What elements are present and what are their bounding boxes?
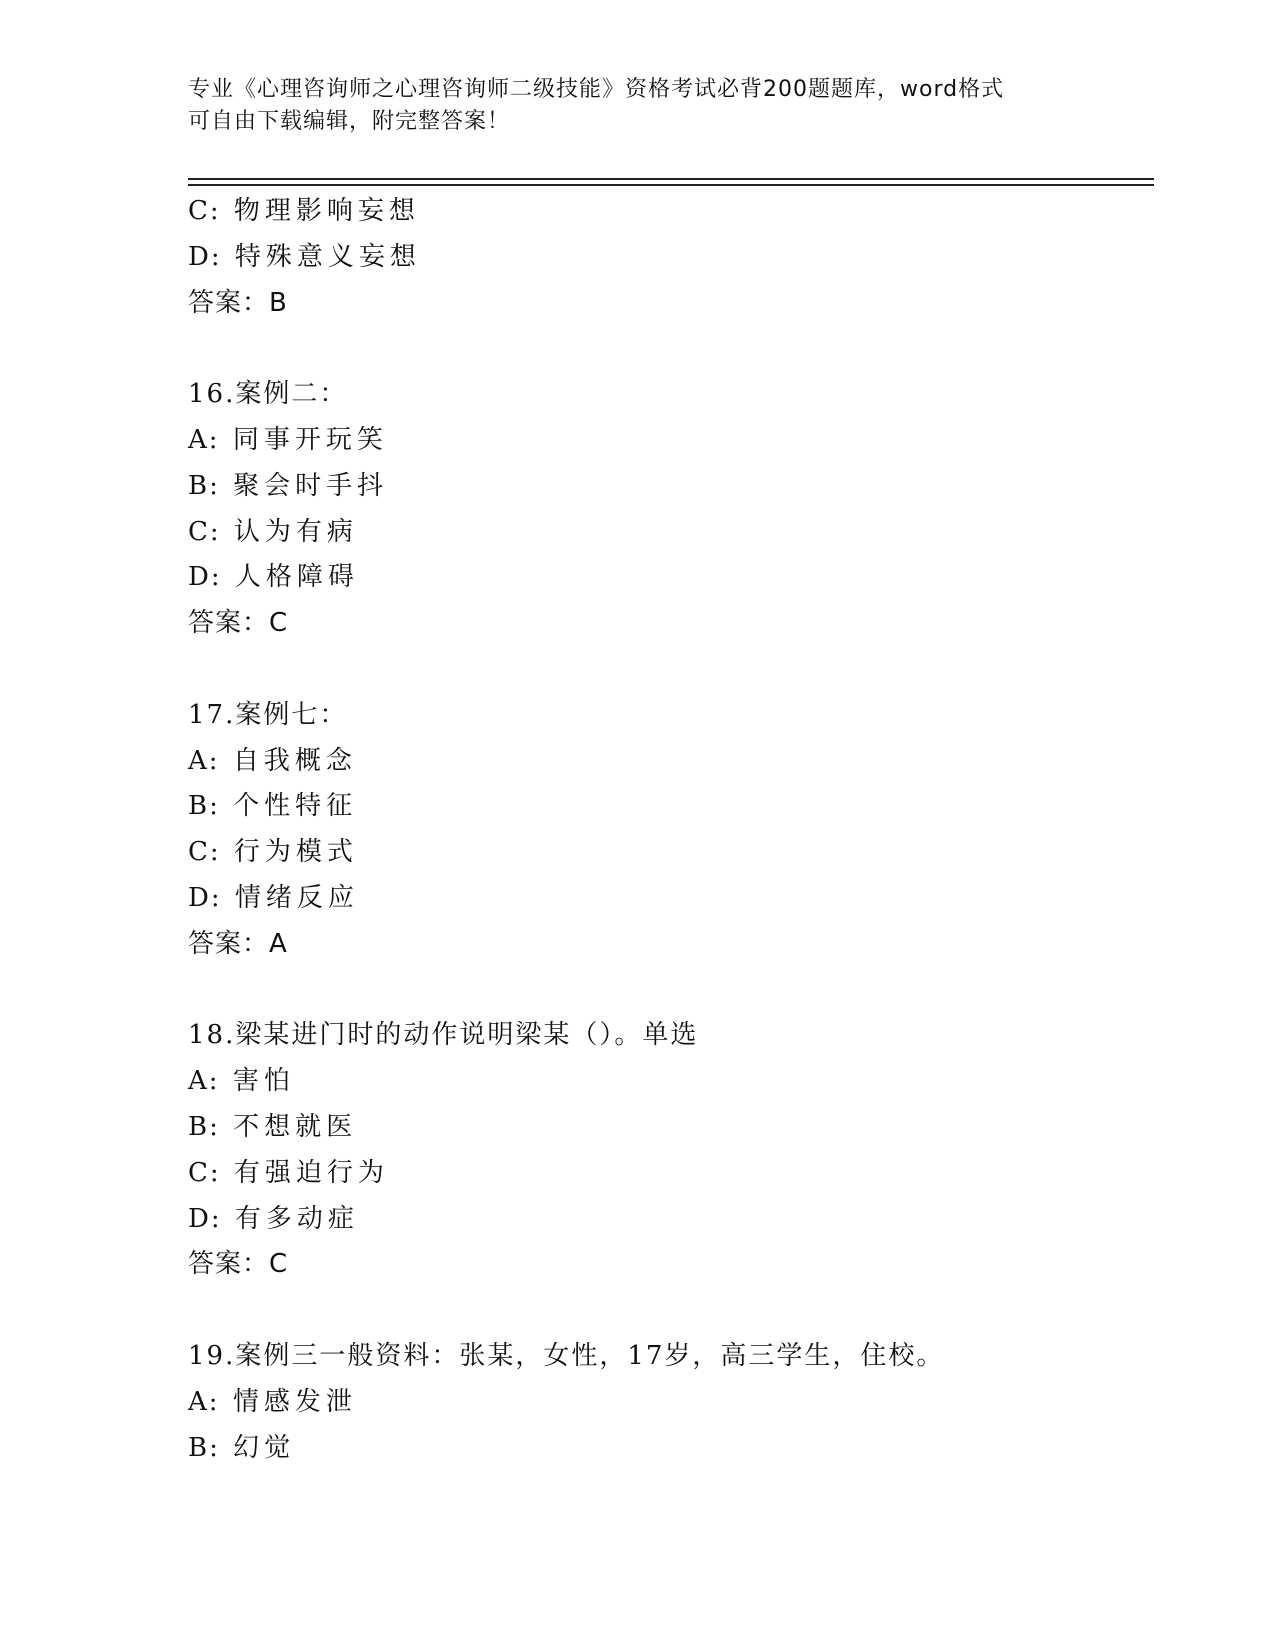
option-text: 不想就医 bbox=[233, 1111, 358, 1142]
option-text: 害怕 bbox=[232, 1066, 295, 1097]
question-text: 17.案例七： bbox=[188, 699, 348, 730]
spacer bbox=[188, 647, 1148, 693]
option-label: A: bbox=[188, 745, 220, 776]
document-header bbox=[188, 74, 1088, 138]
option-text: 同事开玩笑 bbox=[232, 424, 388, 455]
option-label: D: bbox=[188, 241, 222, 272]
option-text: 情绪反应 bbox=[234, 882, 359, 913]
option-label: A: bbox=[188, 424, 220, 455]
option-a bbox=[188, 739, 1148, 785]
option-text: 人格障碍 bbox=[234, 562, 359, 593]
question-block bbox=[188, 693, 1148, 968]
option-d bbox=[188, 555, 1148, 601]
option-label: B: bbox=[188, 470, 220, 501]
question-text: 16.案例二： bbox=[188, 379, 348, 410]
answer-line: 答案：B bbox=[188, 287, 288, 318]
header-rule-bottom bbox=[188, 184, 1154, 186]
option-b bbox=[188, 784, 1148, 830]
question-list bbox=[188, 189, 1148, 1471]
option-c bbox=[188, 1151, 1148, 1197]
spacer bbox=[188, 1288, 1148, 1334]
question-block bbox=[188, 372, 1148, 647]
option-label: C: bbox=[188, 196, 221, 226]
option-label: A: bbox=[188, 1066, 220, 1097]
option-text: 认为有病 bbox=[233, 516, 358, 547]
option-a bbox=[188, 418, 1148, 464]
option-label: B: bbox=[188, 1432, 220, 1463]
option-c bbox=[188, 830, 1148, 876]
question-text: 19.案例三一般资料：张某，女性，17岁，高三学生，住校。 bbox=[188, 1340, 945, 1371]
question-text: 18.梁某进门时的动作说明梁某（）。单选 bbox=[188, 1020, 699, 1051]
option-text: 有强迫行为 bbox=[233, 1157, 389, 1188]
question-block bbox=[188, 189, 1148, 326]
option-c bbox=[188, 510, 1148, 556]
option-text: 聚会时手抖 bbox=[233, 470, 389, 501]
option-label: D: bbox=[188, 562, 222, 593]
spacer bbox=[188, 968, 1148, 1014]
option-a bbox=[188, 1059, 1148, 1105]
answer-line: 答案：C bbox=[188, 608, 289, 639]
option-text: 个性特征 bbox=[233, 791, 358, 822]
answer-line: 答案：A bbox=[188, 928, 288, 959]
option-d bbox=[188, 1197, 1148, 1243]
option-text: 自我概念 bbox=[232, 745, 357, 776]
option-label: A: bbox=[188, 1386, 220, 1417]
option-text: 幻觉 bbox=[233, 1432, 296, 1463]
option-text: 特殊意义妄想 bbox=[234, 241, 421, 272]
header-line-1: 专业《心理咨询师之心理咨询师二级技能》资格考试必背200题题库，word格式 bbox=[188, 77, 1005, 102]
header-rule-top bbox=[188, 178, 1154, 180]
option-text: 情感发泄 bbox=[232, 1386, 357, 1417]
option-text: 物理影响妄想 bbox=[233, 196, 420, 226]
option-label: C: bbox=[188, 1157, 221, 1188]
option-text: 行为模式 bbox=[233, 837, 358, 868]
option-b bbox=[188, 1105, 1148, 1151]
option-b bbox=[188, 1426, 1148, 1472]
answer-line: 答案：C bbox=[188, 1249, 289, 1280]
option-label: C: bbox=[188, 837, 221, 868]
option-a bbox=[188, 1380, 1148, 1426]
option-d bbox=[188, 235, 1148, 281]
option-b bbox=[188, 464, 1148, 510]
option-text: 有多动症 bbox=[234, 1203, 359, 1234]
spacer bbox=[188, 326, 1148, 372]
option-c bbox=[188, 189, 1148, 235]
option-label: D: bbox=[188, 1203, 222, 1234]
question-block bbox=[188, 1334, 1148, 1471]
option-label: D: bbox=[188, 882, 222, 913]
question-block bbox=[188, 1013, 1148, 1288]
option-label: C: bbox=[188, 516, 221, 547]
option-label: B: bbox=[188, 791, 220, 822]
header-line-2: 可自由下载编辑，附完整答案！ bbox=[188, 109, 511, 134]
option-d bbox=[188, 876, 1148, 922]
option-label: B: bbox=[188, 1111, 220, 1142]
